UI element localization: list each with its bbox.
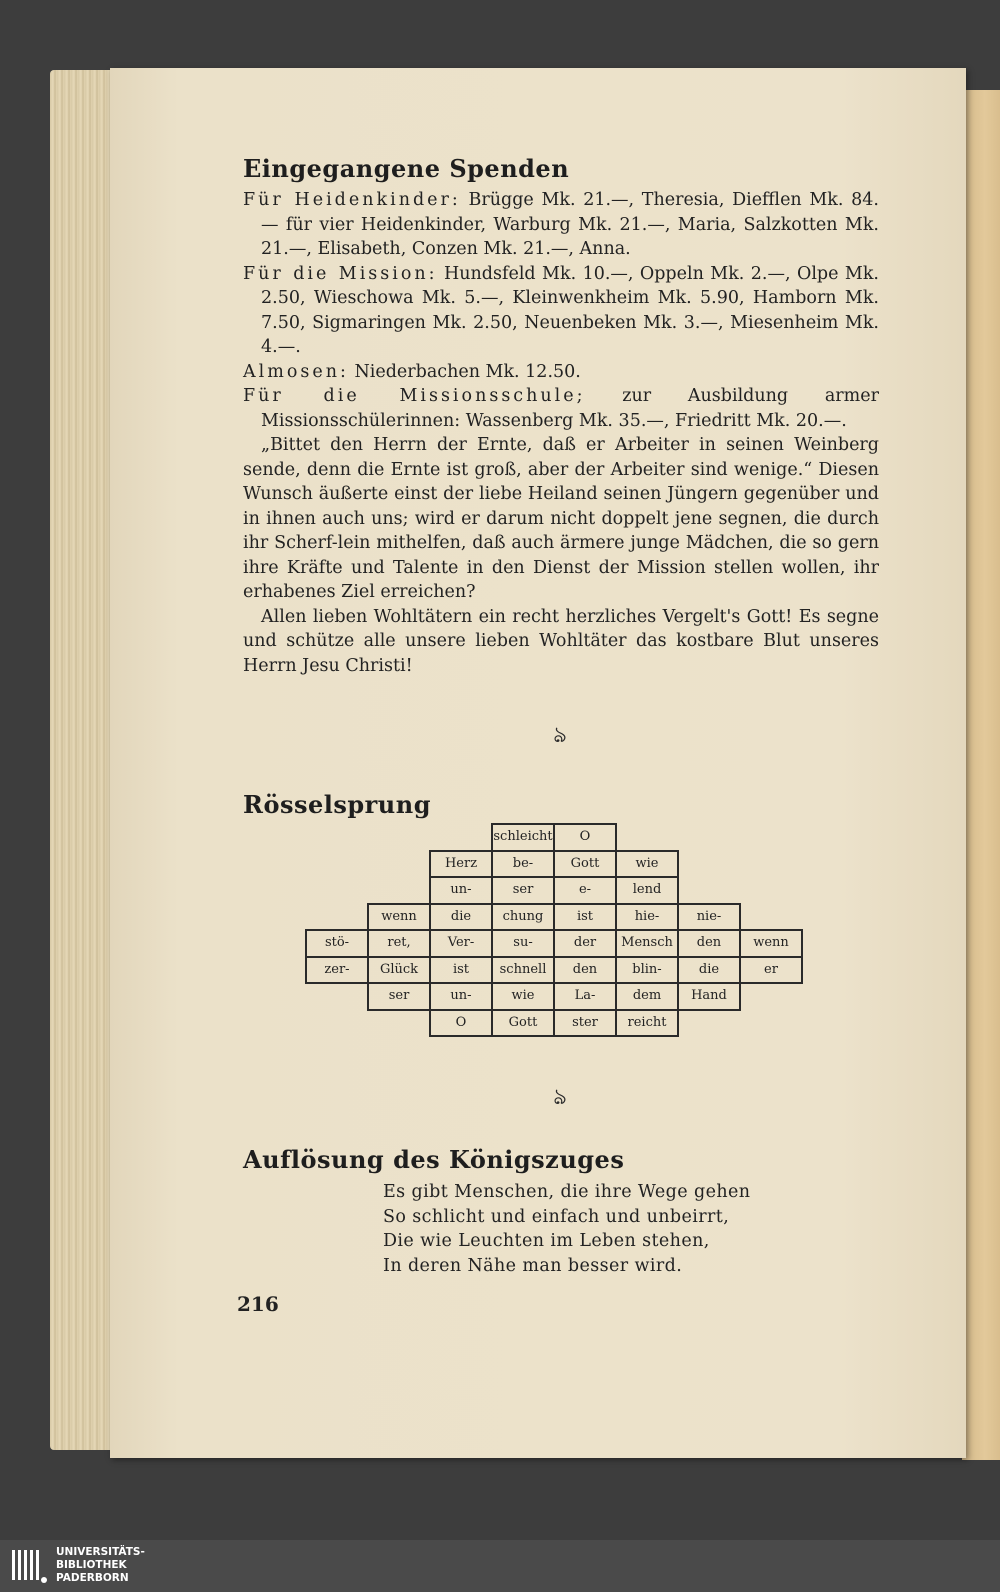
section-title-aufloesung: Auflösung des Königszuges xyxy=(243,1145,625,1174)
puzzle-cell: der xyxy=(553,929,617,958)
puzzle-cell: dem xyxy=(615,982,679,1011)
ub-paderborn-logo-text: UNIVERSITÄTS- BIBLIOTHEK PADERBORN xyxy=(56,1546,145,1584)
puzzle-cell: die xyxy=(677,956,741,985)
poem-line: In deren Nähe man besser wird. xyxy=(383,1255,683,1276)
puzzle-cell: su- xyxy=(491,929,555,958)
puzzle-cell: nie- xyxy=(677,903,741,932)
puzzle-cell: die xyxy=(429,903,493,932)
donation-entry: Für die Mission: Hundsfeld Mk. 10.—, Oppeln Mk. 2.—, Olpe Mk. 2.50, Wieschowa Mk. 5.—, Kleinwenkheim Mk. 5.90, Hamborn Mk. 7.50, Sigmaringen Mk. 2.50, Neuenbeken Mk. 3.—, Miesenheim Mk. 4.—. xyxy=(243,263,879,357)
puzzle-cell: Glück xyxy=(367,956,431,985)
puzzle-cell: zer- xyxy=(305,956,369,985)
section-title-spenden: Eingegangene Spenden xyxy=(243,154,570,183)
puzzle-cell: Herz xyxy=(429,850,493,879)
ornament-divider-icon: ঌ xyxy=(553,1085,567,1110)
ornament-divider-icon: ঌ xyxy=(553,723,567,748)
puzzle-cell: be- xyxy=(491,850,555,879)
puzzle-cell: ser xyxy=(367,982,431,1011)
poem xyxy=(383,1180,750,1278)
puzzle-cell: ist xyxy=(553,903,617,932)
puzzle-cell: blin- xyxy=(615,956,679,985)
puzzle-cell: wie xyxy=(491,982,555,1011)
puzzle-cell: wenn xyxy=(367,903,431,932)
puzzle-cell: un- xyxy=(429,876,493,905)
puzzle-cell: er xyxy=(739,956,803,985)
puzzle-cell: stö- xyxy=(305,929,369,958)
puzzle-cell: un- xyxy=(429,982,493,1011)
body-paragraph: Allen lieben Wohltätern ein recht herzliches Vergelt's Gott! Es segne und schütze alle unsere lieben Wohltäter das kostbare Blut unseres Herrn Jesu Christi! xyxy=(243,606,879,676)
donation-entry: Für Heidenkinder: Brügge Mk. 21.—, Theresia, Diefflen Mk. 84.— für vier Heidenkinder, Warburg Mk. 21.—, Maria, Salzkotten Mk. 21.—, Elisabeth, Conzen Mk. 21.—, Anna. xyxy=(243,190,879,259)
puzzle-cell: Mensch xyxy=(615,929,679,958)
puzzle-cell: La- xyxy=(553,982,617,1011)
ub-paderborn-logo-icon xyxy=(10,1546,50,1586)
footer-bar xyxy=(0,1540,1000,1592)
puzzle-cell: den xyxy=(677,929,741,958)
puzzle-cell: wie xyxy=(615,850,679,879)
poem-line: Es gibt Menschen, die ihre Wege gehen xyxy=(383,1182,751,1202)
puzzle-cell: den xyxy=(553,956,617,985)
puzzle-cell: e- xyxy=(553,876,617,905)
puzzle-cell: lend xyxy=(615,876,679,905)
puzzle-cell: ret, xyxy=(367,929,431,958)
section-title-roesselsprung: Rösselsprung xyxy=(243,790,431,819)
puzzle-cell: ster xyxy=(553,1009,617,1038)
donations-block xyxy=(243,188,879,678)
puzzle-cell: O xyxy=(429,1009,493,1038)
facing-page-edge xyxy=(962,90,1000,1460)
puzzle-cell: ist xyxy=(429,956,493,985)
body-paragraph: „Bittet den Herrn der Ernte, daß er Arbeiter in seinen Weinberg sende, denn die Ernte ist groß, aber der Arbeiter sind wenige.“ Diesen Wunsch äußerte einst der liebe Heiland seinen Jüngern gegenüber und in ihnen auch uns; wird er darum nicht doppelt jene segnen, die durch ihr Scherf-lein mithelfen, daß auch ärmere junge Mädchen, die so gern ihre Kräfte und Talente in den Dienst der Mission stellen wollen, ihr erhabenes Ziel erreichen? xyxy=(243,435,879,602)
donation-entry: Für die Missionsschule; zur Ausbildung armer Missionsschülerinnen: Wassenberg Mk. 35.—, Friedritt Mk. 20.—. xyxy=(243,386,879,431)
puzzle-cell: Ver- xyxy=(429,929,493,958)
puzzle-cell: schnell xyxy=(491,956,555,985)
puzzle-cell: schleicht xyxy=(491,823,555,852)
donation-entry: Almosen: Niederbachen Mk. 12.50. xyxy=(243,361,581,382)
puzzle-cell: Gott xyxy=(491,1009,555,1038)
page-number: 216 xyxy=(237,1292,279,1316)
puzzle-cell: O xyxy=(553,823,617,852)
puzzle-cell: Gott xyxy=(553,850,617,879)
puzzle-cell: reicht xyxy=(615,1009,679,1038)
puzzle-cell: wenn xyxy=(739,929,803,958)
puzzle-cell: hie- xyxy=(615,903,679,932)
puzzle-cell: Hand xyxy=(677,982,741,1011)
puzzle-cell: chung xyxy=(491,903,555,932)
puzzle-cell: ser xyxy=(491,876,555,905)
poem-line: So schlicht und einfach und unbeirrt, xyxy=(383,1206,730,1227)
poem-line: Die wie Leuchten im Leben stehen, xyxy=(383,1231,710,1251)
